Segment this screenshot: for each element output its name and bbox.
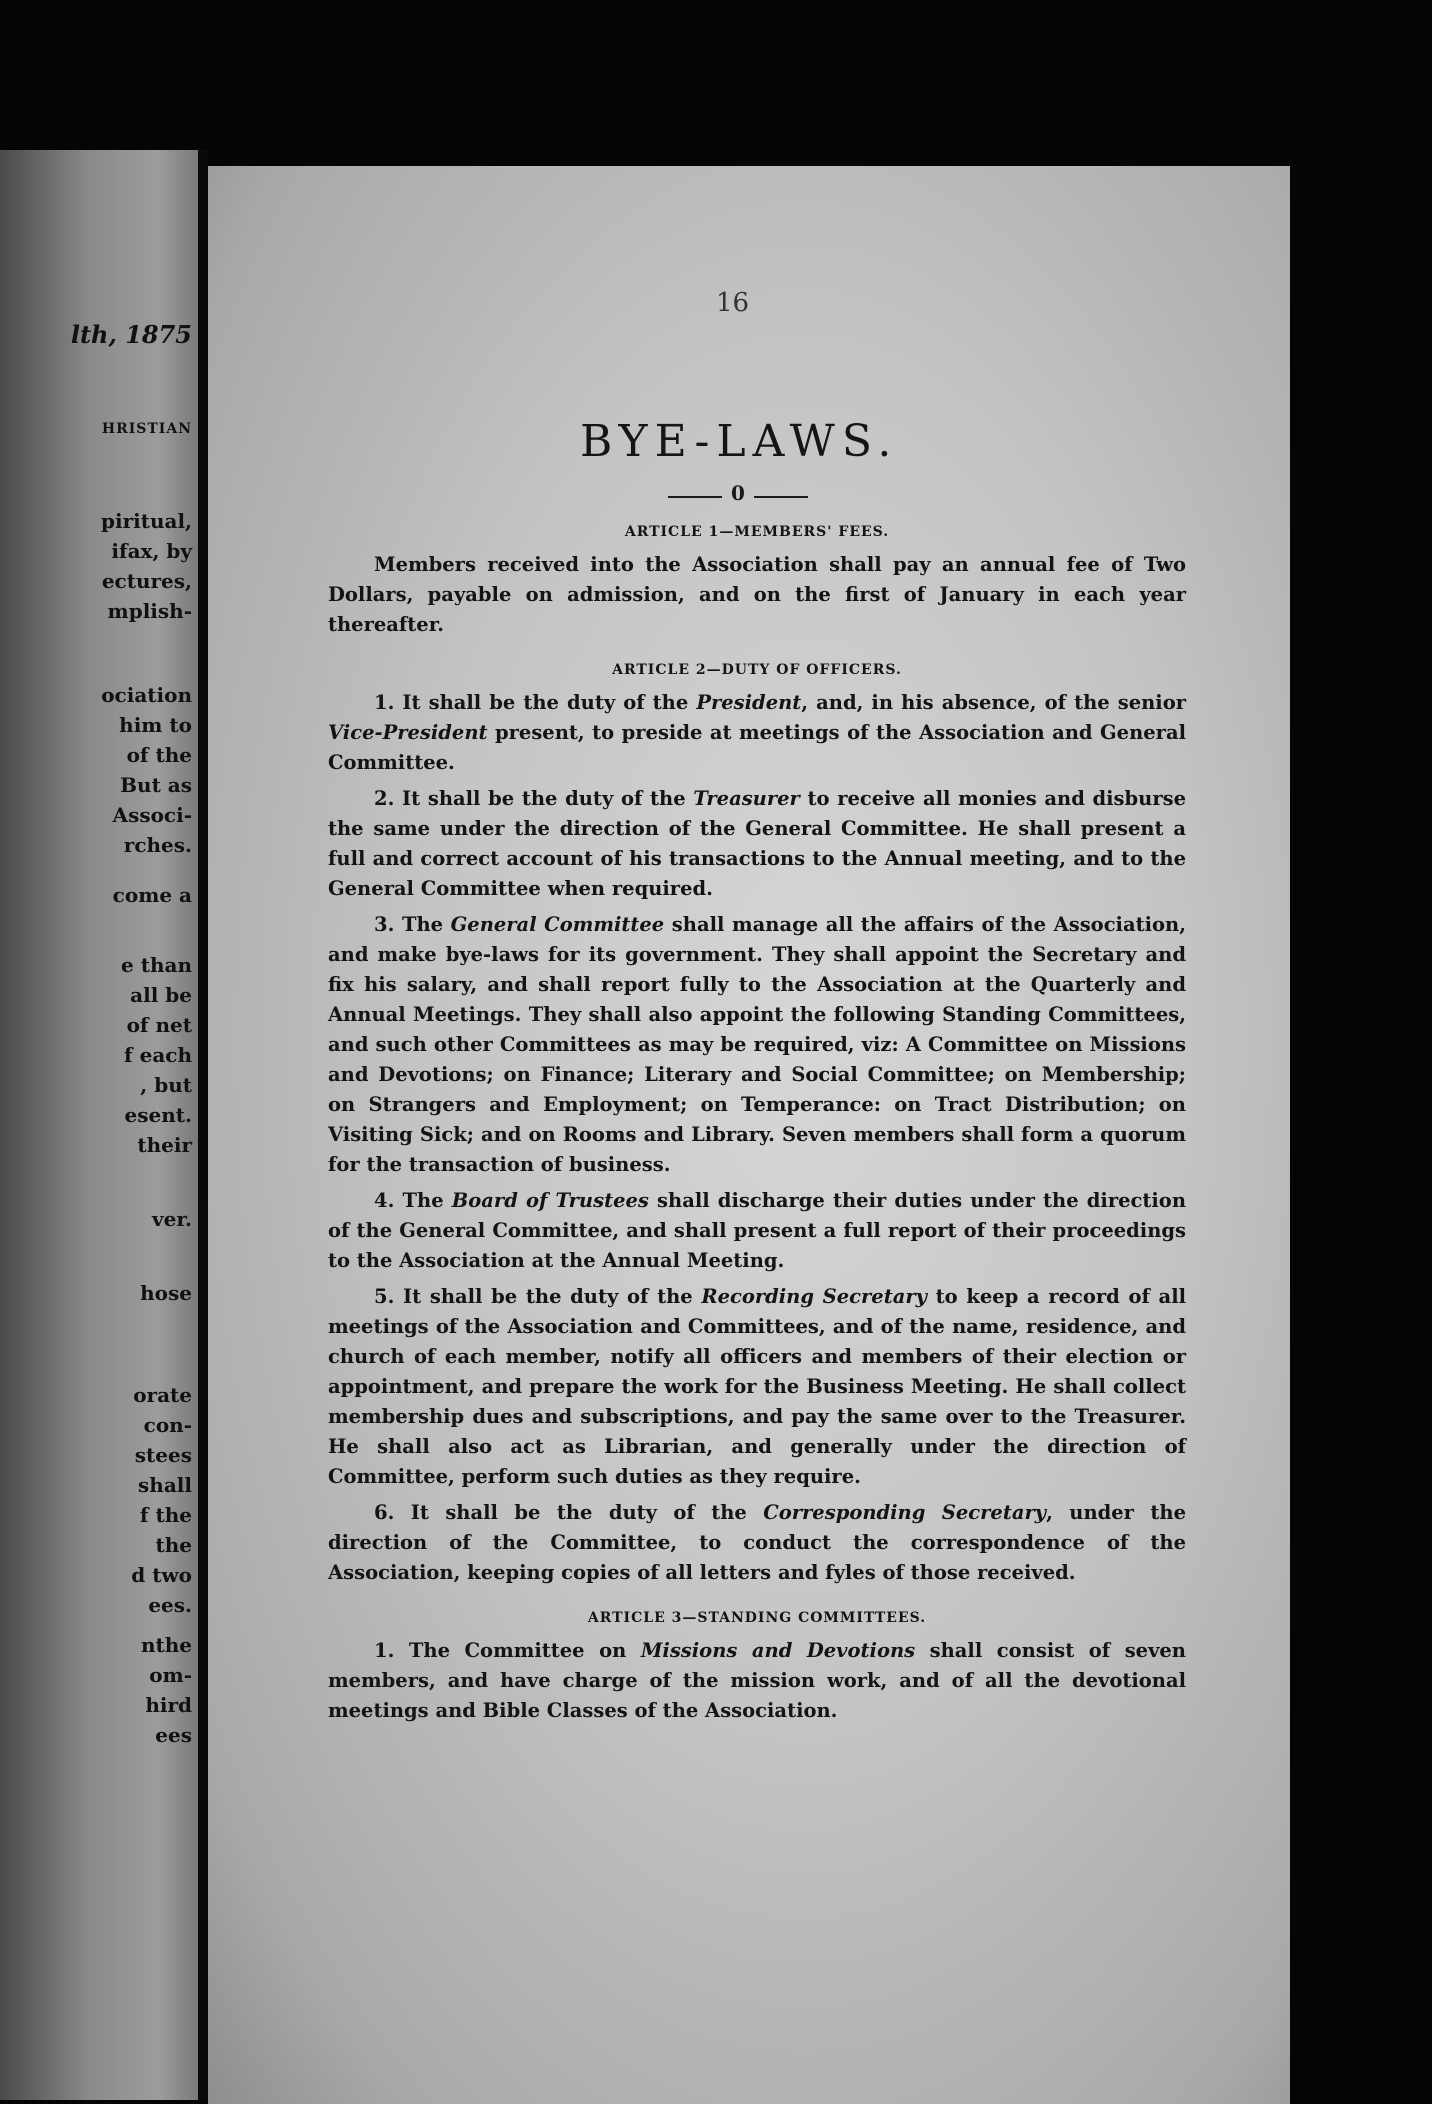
paragraph-text: to receive all monies and disburse the same under the direction of the General Committee. He shall present a full and correct account of his transactions to the Annual meeting, and to the General Committee when required. — [328, 787, 1187, 900]
officer-title: Recording Secretary — [701, 1285, 927, 1308]
paragraph-text: Members received into the Association shall pay an annual fee of Two Dollars, payable on admission, and on the first of January in each year thereafter. — [328, 553, 1186, 636]
paragraph-number: 3. — [374, 913, 395, 936]
facing-page-line: , but — [140, 1073, 192, 1097]
facing-page-line: come a — [112, 883, 192, 907]
facing-page-line: nthe — [140, 1633, 192, 1657]
ornament-rule-right — [754, 496, 808, 498]
article-paragraph — [328, 784, 1186, 904]
ornament-rule-left — [668, 496, 722, 498]
paragraph-text: present, to preside at meetings of the Association and General Committee. — [328, 721, 1186, 774]
facing-page-line: f each — [124, 1043, 192, 1067]
facing-page-line: the — [155, 1533, 192, 1557]
article-paragraph — [328, 1186, 1186, 1276]
facing-page-line: e than — [121, 953, 192, 977]
facing-page-line: their — [137, 1133, 192, 1157]
article-heading: ARTICLE 1—MEMBERS' FEES. — [624, 524, 890, 540]
facing-page-line: of net — [126, 1013, 192, 1037]
paragraph-text: to keep a record of all meetings of the Association and Committees, and of the name, residence, and church of each member, notify all officers and members of their election or appointment, and prepare the work for the Business Meeting. He shall collect membership dues and subscriptions, and pay the same over to the Treasurer. He shall also act as Librarian, and generally under the direction of Committee, perform such duties as they require. — [328, 1285, 1187, 1488]
facing-page-line: ees — [155, 1723, 192, 1747]
facing-page-line: mplish- — [107, 599, 192, 623]
paragraph-number: 1. — [374, 691, 395, 714]
facing-page-line: om- — [149, 1663, 192, 1687]
facing-page-line: Associ- — [112, 803, 192, 827]
facing-page-line: of the — [126, 743, 192, 767]
facing-page-line: HRISTIAN — [101, 421, 192, 437]
paragraph-text: It shall be the duty of the — [402, 691, 697, 714]
officer-title: Vice-President — [328, 721, 488, 744]
document-page — [208, 166, 1290, 2104]
paragraph-text: The Committee on — [408, 1639, 641, 1662]
facing-page-line: ifax, by — [111, 539, 192, 563]
facing-page-fragment — [0, 150, 198, 2100]
facing-page-line: con- — [143, 1413, 192, 1437]
facing-page-line: esent. — [124, 1103, 192, 1127]
paragraph-number: 4. — [374, 1189, 395, 1212]
paragraph-text: shall manage all the affairs of the Association, and make bye-laws for its government. They shall appoint the Secretary and fix his salary, and shall report fully to the Association at the Quarterly and Annual Meetings. They shall also appoint the following Standing Committees, and such other Committees as may be required, viz: A Committee on Missions and Devotions; on Finance; Literary and Social Committee; on Membership; on Strangers and Employment; on Temperance: on Tract Distribution; on Visiting Sick; and on Rooms and Library. Seven members shall form a quorum for the transaction of business. — [328, 913, 1186, 1176]
officer-title: Board of Trustees — [451, 1189, 649, 1212]
facing-page-line: lth, 1875 — [70, 320, 192, 349]
facing-page-line: him to — [119, 713, 192, 737]
paragraph-text: It shall be the duty of the — [403, 1285, 702, 1308]
article-heading: ARTICLE 2—DUTY OF OFFICERS. — [612, 662, 902, 678]
facing-page-line: rches. — [123, 833, 192, 857]
facing-page-line: shall — [138, 1473, 192, 1497]
page-gutter — [198, 150, 208, 2100]
facing-page-line: ees. — [148, 1593, 192, 1617]
facing-page-line: d two — [131, 1563, 192, 1587]
committee-name: Missions and Devotions — [640, 1639, 916, 1662]
paragraph-text: shall consist of seven members, and have charge of the mission work, and of all the devotional meetings and Bible Classes of the Association. — [328, 1639, 1186, 1722]
paragraph-text: It shall be the duty of the — [410, 1501, 764, 1524]
facing-page-line: ociation — [101, 683, 192, 707]
facing-page-line: ectures, — [101, 569, 192, 593]
paragraph-text: , and, in his absence, of the senior — [801, 691, 1186, 714]
paragraph-text: It shall be the duty of the — [402, 787, 694, 810]
facing-page-line: ver. — [151, 1207, 192, 1231]
facing-page-line: stees — [134, 1443, 192, 1467]
paragraph-number: 5. — [374, 1285, 395, 1308]
article-heading: ARTICLE 3—STANDING COMMITTEES. — [587, 1610, 927, 1626]
facing-page-line: hird — [145, 1693, 192, 1717]
officer-title: General Committee — [450, 913, 665, 936]
article-paragraph — [328, 910, 1186, 1180]
facing-page-line: piritual, — [100, 509, 192, 533]
paragraph-text: The — [402, 1189, 452, 1212]
paragraph-text: The — [401, 913, 451, 936]
paragraph-text: , under the direction of the Committee, to conduct the correspondence of the Association, keeping copies of all letters and fyles of those received. — [328, 1501, 1186, 1584]
ornament-mark: 0 — [731, 481, 745, 505]
article-paragraph — [328, 1498, 1186, 1588]
bye-laws-body — [328, 518, 1186, 1732]
article-paragraph — [328, 1282, 1186, 1492]
paragraph-number: 6. — [374, 1501, 395, 1524]
page-number: 16 — [716, 288, 750, 318]
paragraph-number: 2. — [374, 787, 395, 810]
officer-title: Corresponding Secretary — [763, 1501, 1047, 1524]
facing-page-line: orate — [133, 1383, 192, 1407]
officer-title: President — [696, 691, 802, 714]
title-ornament — [668, 481, 808, 511]
officer-title: Treasurer — [693, 787, 800, 810]
facing-page-line: f the — [139, 1503, 192, 1527]
article-paragraph — [328, 550, 1186, 640]
facing-page-line: all be — [130, 983, 192, 1007]
paragraph-text: shall discharge their duties under the direction of the General Committee, and shall present a full report of their proceedings to the Association at the Annual Meeting. — [328, 1189, 1186, 1272]
article-paragraph — [328, 688, 1186, 778]
article-paragraph — [328, 1636, 1186, 1726]
facing-page-line: hose — [140, 1281, 192, 1305]
page-title: BYE-LAWS. — [580, 416, 899, 467]
paragraph-number: 1. — [374, 1639, 395, 1662]
facing-page-line: But as — [120, 773, 192, 797]
